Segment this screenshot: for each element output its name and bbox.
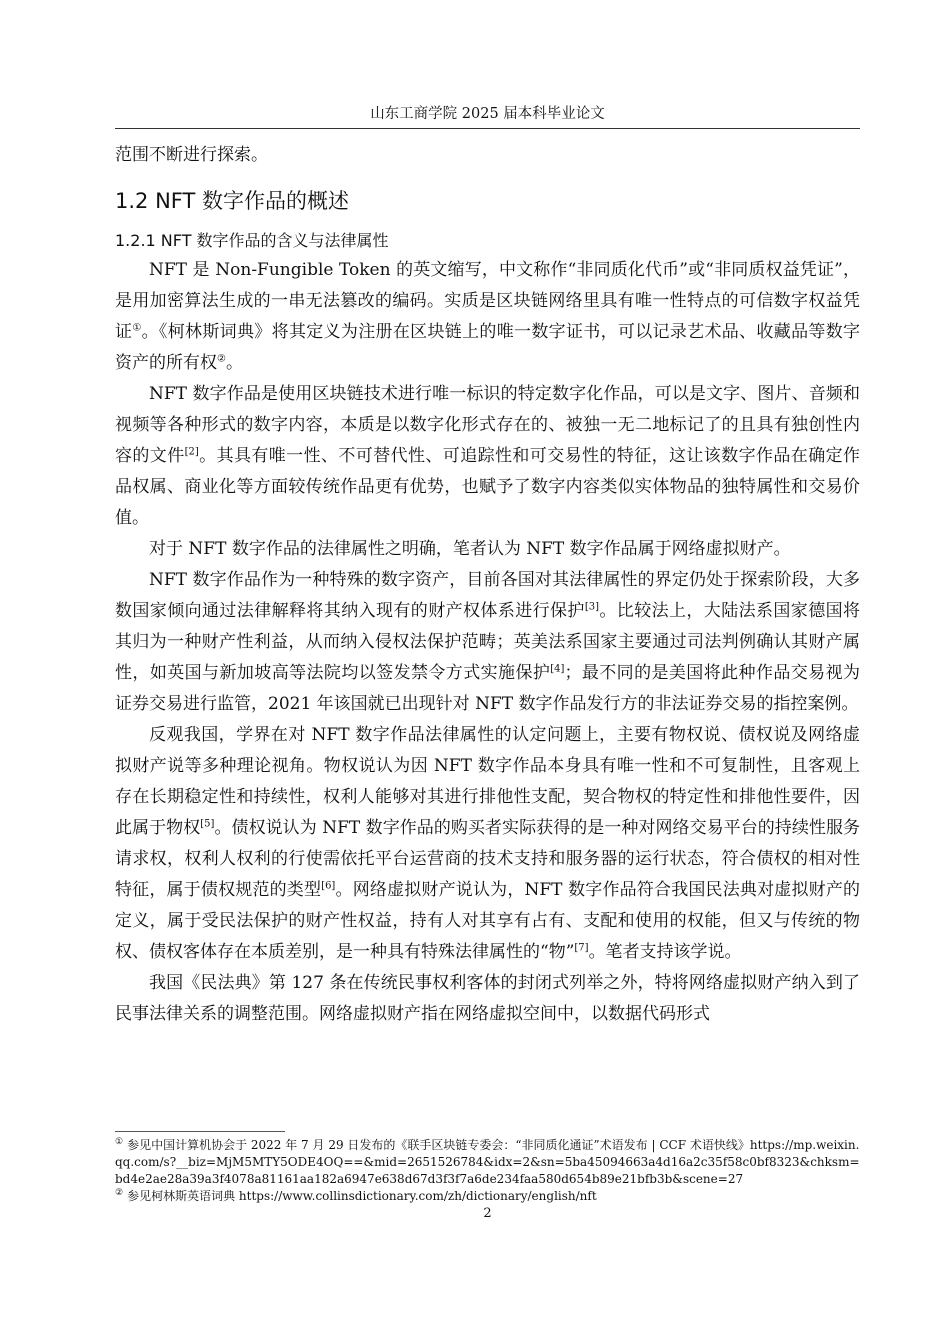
page-number: 2 (483, 1206, 492, 1221)
paragraph-text: 。《柯林斯词典》将其定义为注册在区块链上的唯一数字证书，可以记录艺术品、收藏品等数字资产的所有权 (115, 322, 861, 373)
paragraph-text: NFT 数字作品作为一种特殊的数字资产，目前各国对其法律属性的界定仍处于探索阶段，大多数国家倾向通过法律解释将其纳入现有的财产权体系进行保护 (115, 570, 860, 621)
footnotes (115, 1137, 860, 1205)
citation-3[interactable]: [3] (584, 601, 599, 613)
footnote-1 (115, 1137, 860, 1188)
footnote-mark: ① (115, 1137, 124, 1147)
citation-6[interactable]: [6] (321, 880, 336, 892)
paragraph-nft-definition (115, 255, 860, 379)
page-header (115, 103, 860, 129)
paragraph-text: 反观我国，学界在对 NFT 数字作品法律属性的认定问题上，主要有物权说、债权说及网络虚拟财产说等多种理论视角。物权说认为因 NFT 数字作品本身具有唯一性和不可复制性，且客观上存在长期稳定性和持续性，权利人能够对其进行排他性支配，契合物权的特定性和排他性要件，因此属于物权 (115, 725, 860, 838)
paragraph-text: 。笔者支持该学说。 (588, 942, 742, 962)
paragraph-text: ；最不同的是美国将此种作品交易视为证券交易进行监管，2021 年该国就已出现针对 NFT 数字作品发行方的非法证券交易的指控案例。 (115, 663, 861, 714)
citation-4[interactable]: [4] (550, 663, 565, 675)
paragraph-text: 。 (225, 353, 243, 373)
paragraph-text: 。其具有唯一性、不可替代性、可追踪性和可交易性的特征，这让该数字作品在确定作品权属、商业化等方面较传统作品更有优势，也赋予了数字内容类似实体物品的独特属性和交易价值。 (115, 446, 861, 528)
citation-2[interactable]: [2] (184, 446, 199, 458)
citation-7[interactable]: [7] (574, 942, 589, 954)
header-title: 山东工商学院 2025 届本科毕业论文 (370, 106, 605, 122)
paragraph-text: NFT 数字作品是使用区块链技术进行唯一标识的特定数字化作品，可以是文字、图片、音频和视频等各种形式的数字内容，本质是以数字化形式存在的、被独一无二地标记了的且具有独创性内容的文件 (115, 384, 860, 466)
paragraph-text: NFT 是 Non-Fungible Token 的英文缩写，中文称作“非同质化代币”或“非同质权益凭证”，是用加密算法生成的一串无法篡改的编码。实质是区块链网络里具有唯一性特点的可信数字权益凭证 (115, 260, 860, 342)
paragraph-nft-works (115, 379, 860, 534)
paragraph-domestic-theories (115, 720, 860, 968)
paragraph-text: 。比较法上，大陆法系国家德国将其归为一种财产性利益，从而纳入侵权法保护范畴；英美法系国家主要通过司法判例确认其财产属性，如英国与新加坡高等法院均以签发禁令方式实施保护 (115, 601, 861, 683)
subsection-heading: 1.2.1 NFT 数字作品的含义与法律属性 (115, 231, 389, 250)
paragraph-legal-attribute: 对于 NFT 数字作品的法律属性之明确，笔者认为 NFT 数字作品属于网络虚拟财产。 (149, 539, 791, 559)
main-content (115, 140, 860, 1030)
paragraph-text: 。债权说认为 NFT 数字作品的购买者实际获得的是一种对网络交易平台的持续性服务请求权，权利人权利的行使需依托平台运营商的技术支持和服务器的运行状态，符合债权的相对性特征，属于债权规范的类型 (115, 818, 860, 900)
footnote-divider (115, 1131, 285, 1132)
footnote-ref-2[interactable]: ② (217, 353, 226, 365)
citation-5[interactable]: [5] (200, 818, 215, 830)
paragraph-continuation: 范围不断进行探索。 (115, 145, 268, 165)
paragraph-comparative-law (115, 565, 860, 720)
footnote-ref-1[interactable]: ① (132, 322, 142, 334)
section-heading: 1.2 NFT 数字作品的概述 (115, 189, 349, 213)
footnote-text: 参见柯林斯英语词典 https://www.collinsdictionary.com/zh/dictionary/english/nft (127, 1189, 597, 1203)
footnote-2 (115, 1188, 860, 1205)
paragraph-text: 。网络虚拟财产说认为，NFT 数字作品符合我国民法典对虚拟财产的定义，属于受民法保护的财产性权益，持有人对其享有占有、支配和使用的权能，但又与传统的物权、债权客体存在本质差别，是一种具有特殊法律属性的“物” (115, 880, 860, 962)
footnote-mark: ② (115, 1188, 124, 1198)
footnote-text: 参见中国计算机协会于 2022 年 7 月 29 日发布的《联手区块链专委会：“非同质化通证”术语发布 | CCF 术语快线》https://mp.weixin.qq.com/s?__biz=MjM5MTY5ODE4OQ==&mid=2651526784&idx=2&sn=5ba45094663a4d16a2c35f58c0bf8323&chksm=bd4e2ae28a39a3f4078a81161aa182a6947e638d67d3f3f7a6de234faa580d654b89e21bfb3b&scene=27 (115, 1138, 860, 1186)
paragraph-civil-code: 我国《民法典》第 127 条在传统民事权利客体的封闭式列举之外，特将网络虚拟财产纳入到了民事法律关系的调整范围。网络虚拟财产指在网络虚拟空间中，以数据代码形式 (115, 973, 860, 1024)
